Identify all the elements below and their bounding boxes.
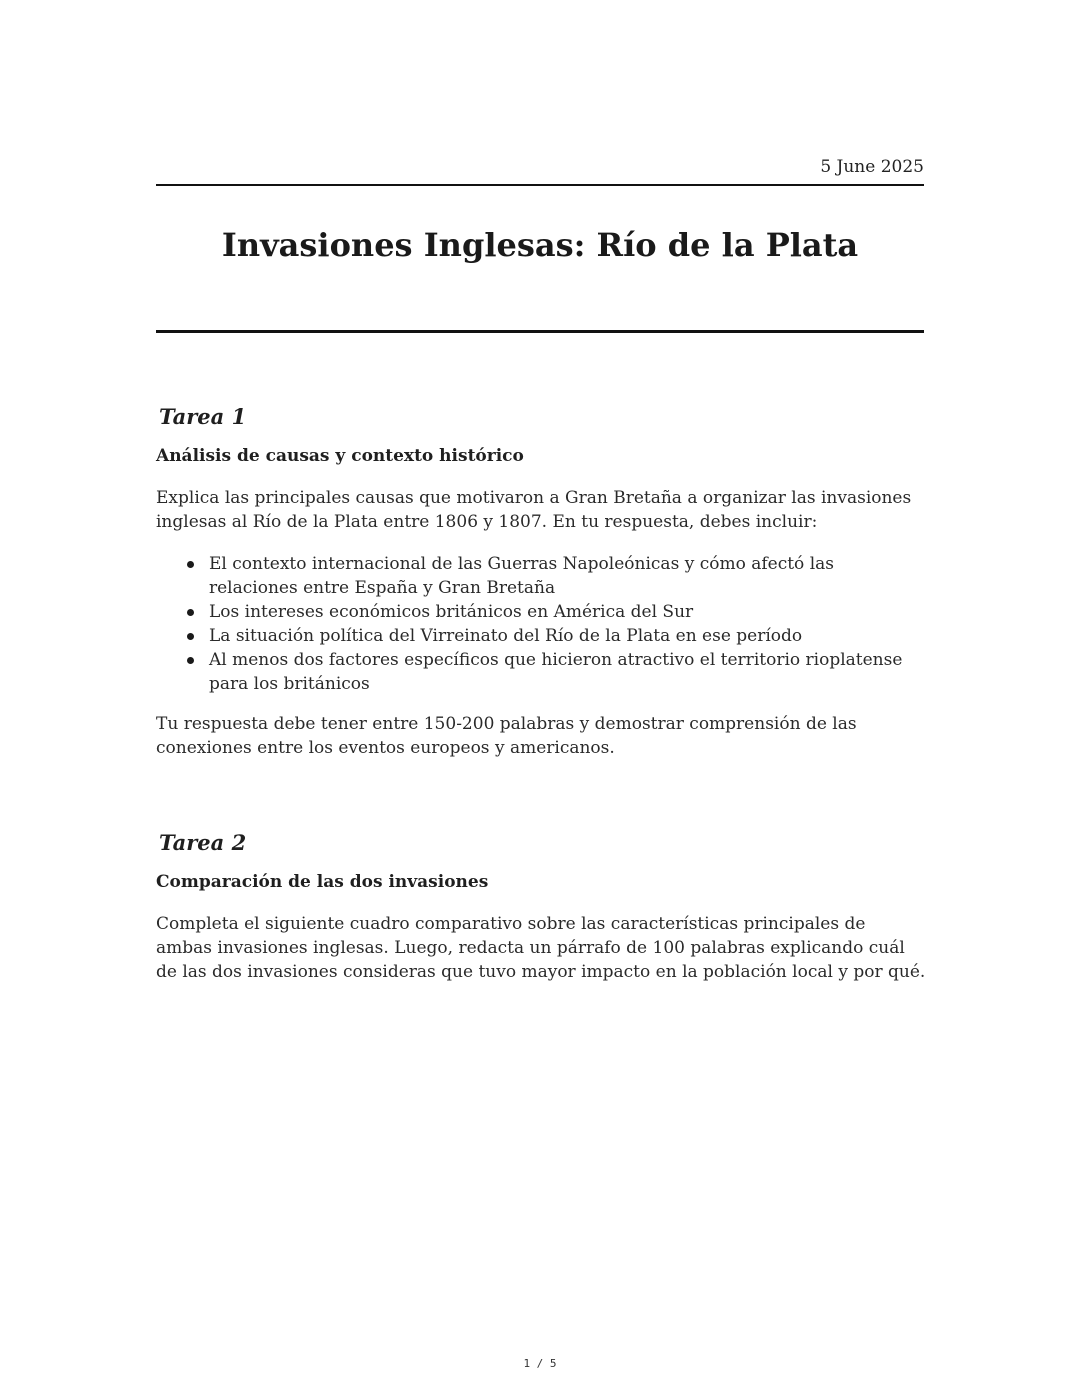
- header-divider: [156, 184, 924, 186]
- task-1-closing: Tu respuesta debe tener entre 150-200 palabras y demostrar comprensión de las conexiones entre los eventos europeos y americanos.: [156, 714, 857, 758]
- task-1-bullet-list: [156, 552, 926, 696]
- document-date: 5 June 2025: [820, 157, 924, 177]
- list-item: Los intereses económicos británicos en América del Sur: [156, 600, 926, 624]
- task-2-subheading: Comparación de las dos invasiones: [156, 872, 489, 892]
- list-item: Al menos dos factores específicos que hicieron atractivo el territorio rioplatense para los británicos: [156, 648, 926, 696]
- task-1-subheading: Análisis de causas y contexto histórico: [156, 446, 524, 466]
- task-1-intro: Explica las principales causas que motivaron a Gran Bretaña a organizar las invasiones inglesas al Río de la Plata entre 1806 y 1807. En tu respuesta, debes incluir:: [156, 488, 912, 532]
- task-1-heading: Tarea 1: [159, 404, 247, 429]
- list-item: La situación política del Virreinato del Río de la Plata en ese período: [156, 624, 926, 648]
- list-item: El contexto internacional de las Guerras Napoleónicas y cómo afectó las relaciones entre España y Gran Bretaña: [156, 552, 926, 600]
- task-2-body: Completa el siguiente cuadro comparativo sobre las características principales de ambas invasiones inglesas. Luego, redacta un párrafo de 100 palabras explicando cuál de las dos invasiones consideras que tuvo mayor impacto en la población local y por qué.: [156, 914, 926, 982]
- title-divider: [156, 330, 924, 333]
- task-2-heading: Tarea 2: [159, 830, 247, 855]
- page-number: 1 / 5: [523, 1357, 557, 1370]
- document-page: [156, 0, 924, 1397]
- document-title: Invasiones Inglesas: Río de la Plata: [221, 226, 859, 264]
